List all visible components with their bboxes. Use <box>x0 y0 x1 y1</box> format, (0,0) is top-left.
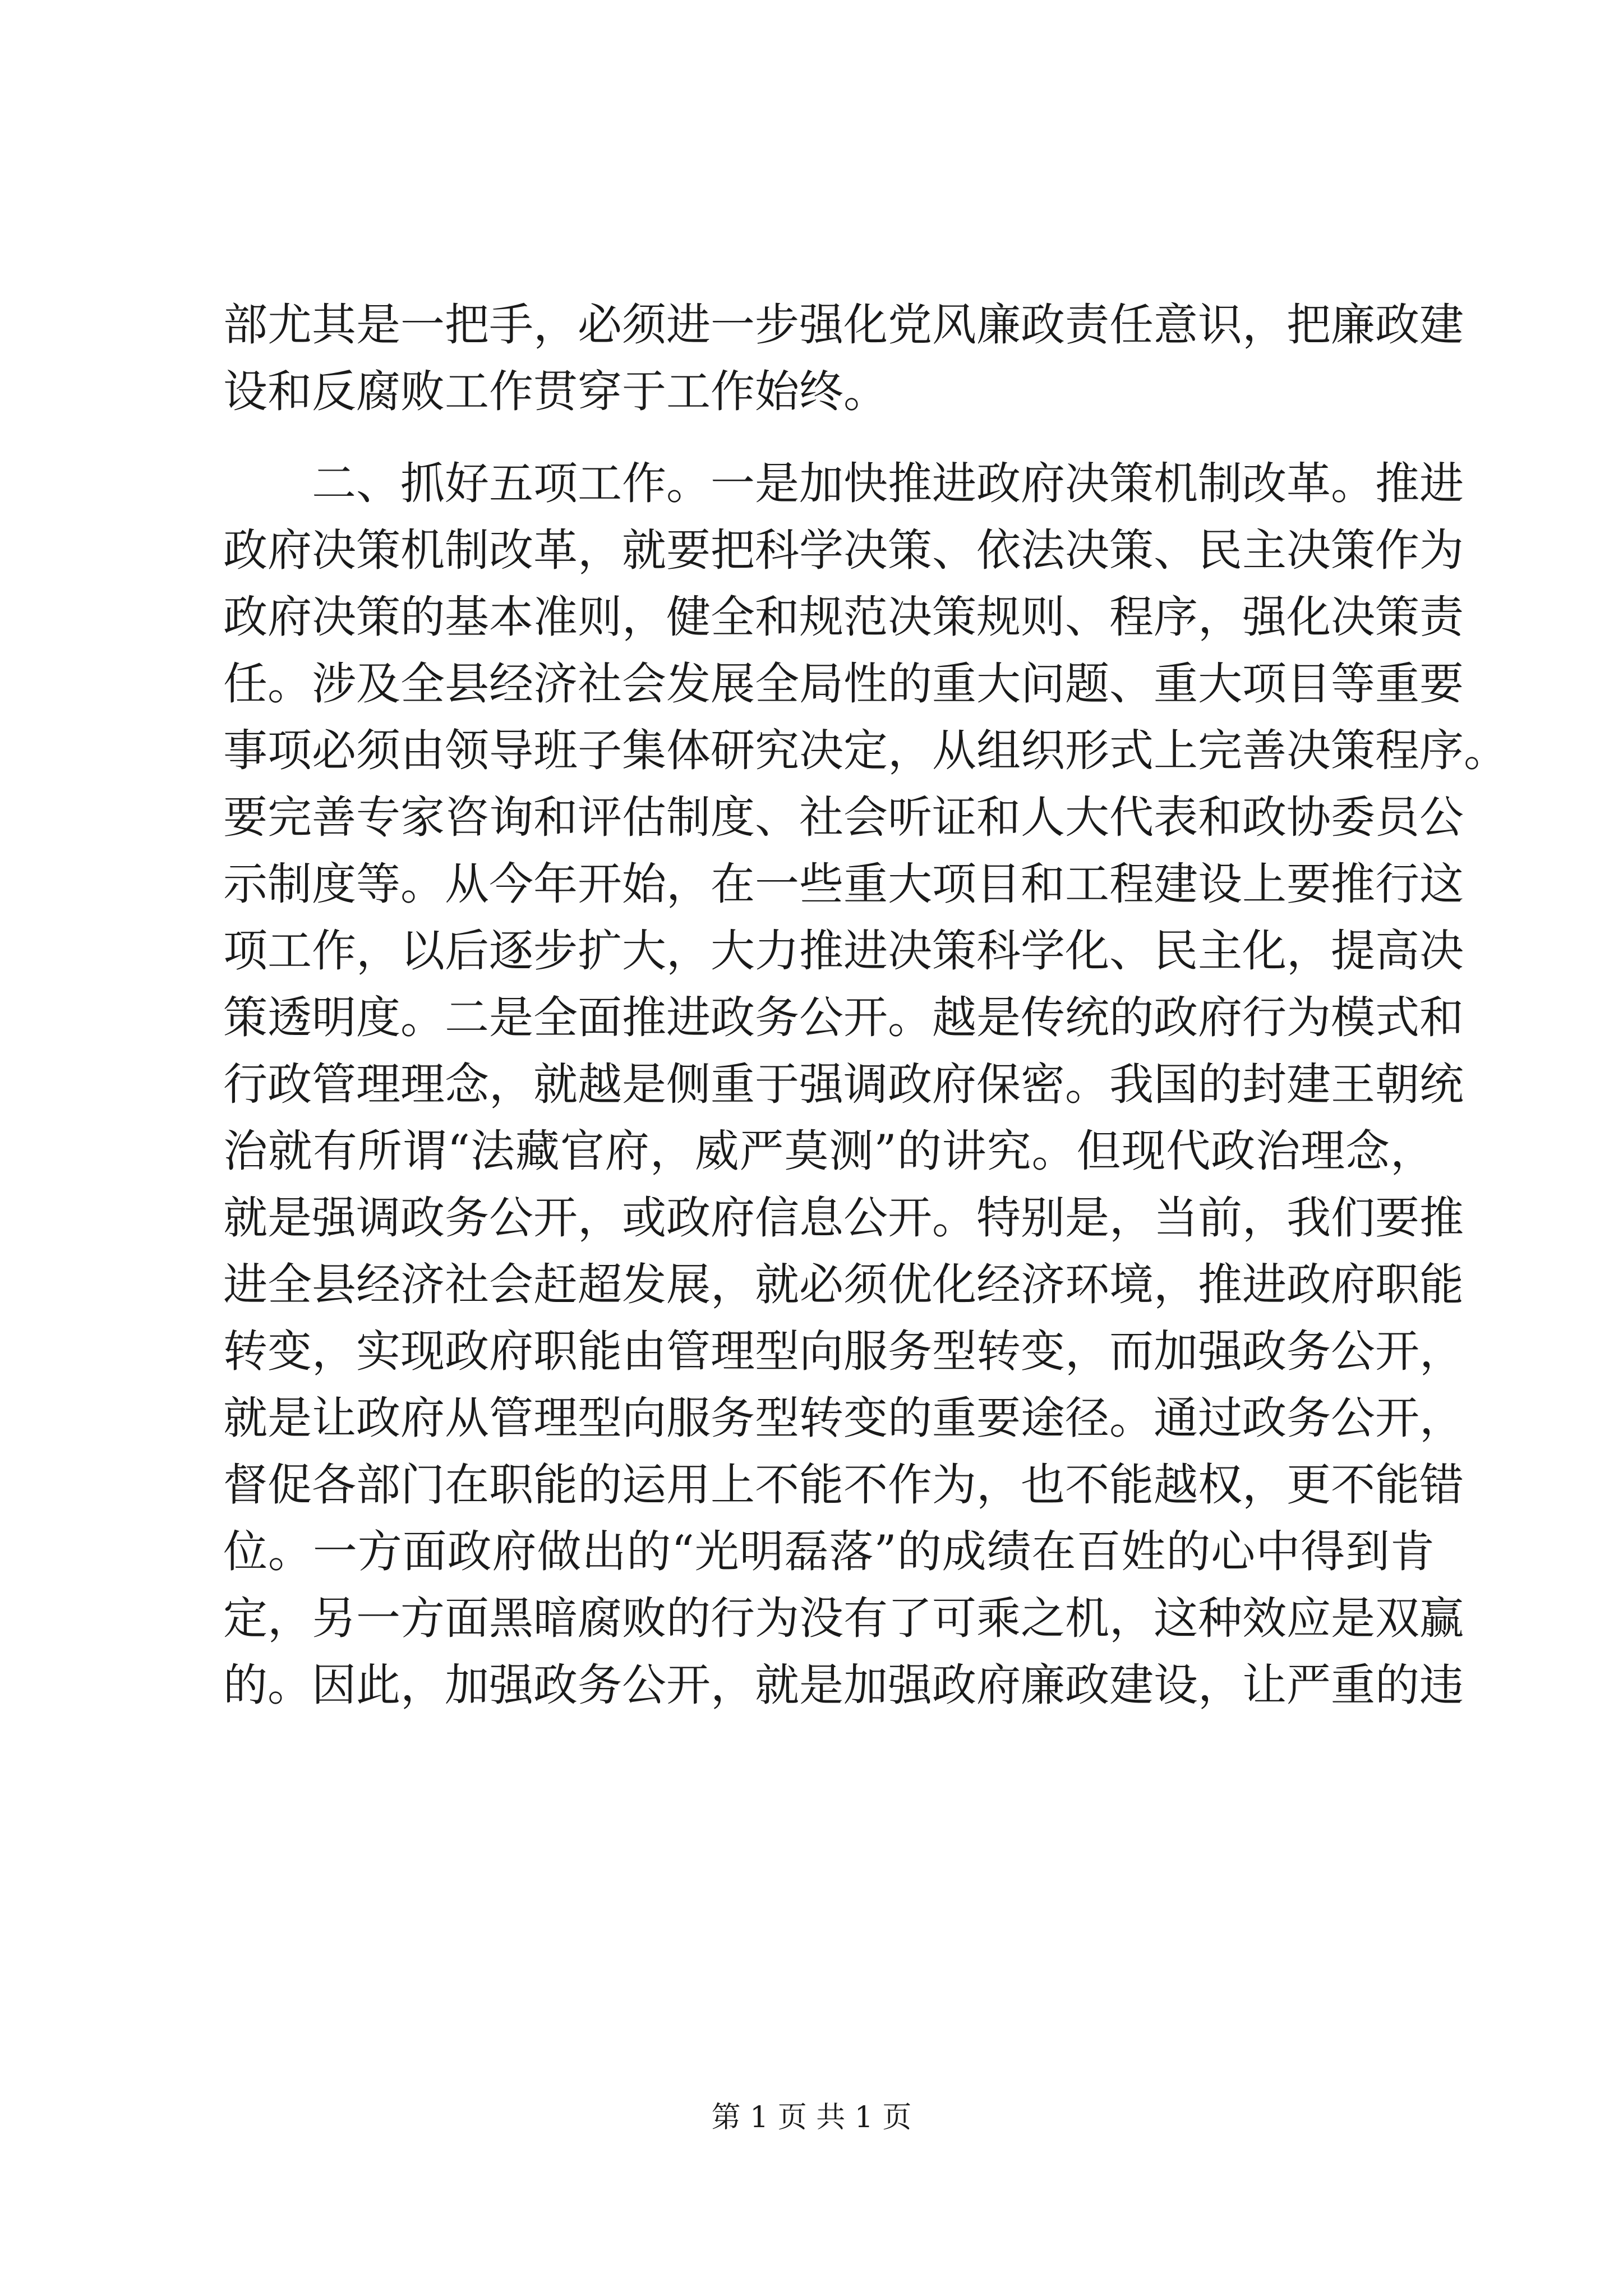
text-line: 就是强调政务公开，或政府信息公开。特别是，当前，我们要推 <box>223 1192 1464 1244</box>
text-line: 二、抓好五项工作。一是加快推进政府决策机制改革。推进 <box>312 458 1464 509</box>
page-footer: 第 1 页 共 1 页 <box>711 2101 912 2134</box>
text-line: 示制度等。从今年开始，在一些重大项目和工程建设上要推行这 <box>223 858 1464 910</box>
text-line: 策透明度。二是全面推进政务公开。越是传统的政府行为模式和 <box>223 992 1464 1043</box>
text-line: 行政管理理念，就越是侧重于强调政府保密。我国的封建王朝统 <box>223 1059 1464 1110</box>
paragraph-2 <box>223 450 1508 1719</box>
text-line: 设和反腐败工作贯穿于工作始终。 <box>223 366 888 417</box>
text-line: 进全县经济社会赶超发展，就必须优化经济环境，推进政府职能 <box>223 1259 1464 1310</box>
text-line: 就是让政府从管理型向服务型转变的重要途径。通过政务公开， <box>223 1392 1464 1444</box>
paragraph-1 <box>223 292 1464 425</box>
body-text <box>223 292 1508 1719</box>
text-line: 政府决策的基本准则，健全和规范决策规则、程序，强化决策责 <box>223 591 1464 643</box>
paragraph-gap <box>223 425 1435 450</box>
text-line: 任。涉及全县经济社会发展全局性的重大问题、重大项目等重要 <box>223 658 1464 710</box>
text-line: 位。一方面政府做出的“光明磊落”的成绩在百姓的心中得到肯 <box>223 1526 1435 1577</box>
text-line: 转变，实现政府职能由管理型向服务型转变，而加强政务公开， <box>223 1326 1464 1377</box>
text-line: 定，另一方面黑暗腐败的行为没有了可乘之机，这种效应是双赢 <box>223 1593 1464 1644</box>
text-line: 治就有所谓“法藏官府，威严莫测”的讲究。但现代政治理念， <box>223 1125 1435 1177</box>
text-line: 项工作，以后逐步扩大，大力推进决策科学化、民主化，提高决 <box>223 925 1464 977</box>
text-line: 督促各部门在职能的运用上不能不作为，也不能越权，更不能错 <box>223 1459 1464 1511</box>
text-line: 要完善专家咨询和评估制度、社会听证和人大代表和政协委员公 <box>223 792 1464 843</box>
text-line: 部尤其是一把手，必须进一步强化党风廉政责任意识，把廉政建 <box>223 299 1464 351</box>
text-line: 事项必须由领导班子集体研究决定，从组织形式上完善决策程序。 <box>223 725 1508 776</box>
text-line: 的。因此，加强政务公开，就是加强政府廉政建设，让严重的违 <box>223 1659 1464 1711</box>
text-line: 政府决策机制改革，就要把科学决策、依法决策、民主决策作为 <box>223 524 1464 576</box>
